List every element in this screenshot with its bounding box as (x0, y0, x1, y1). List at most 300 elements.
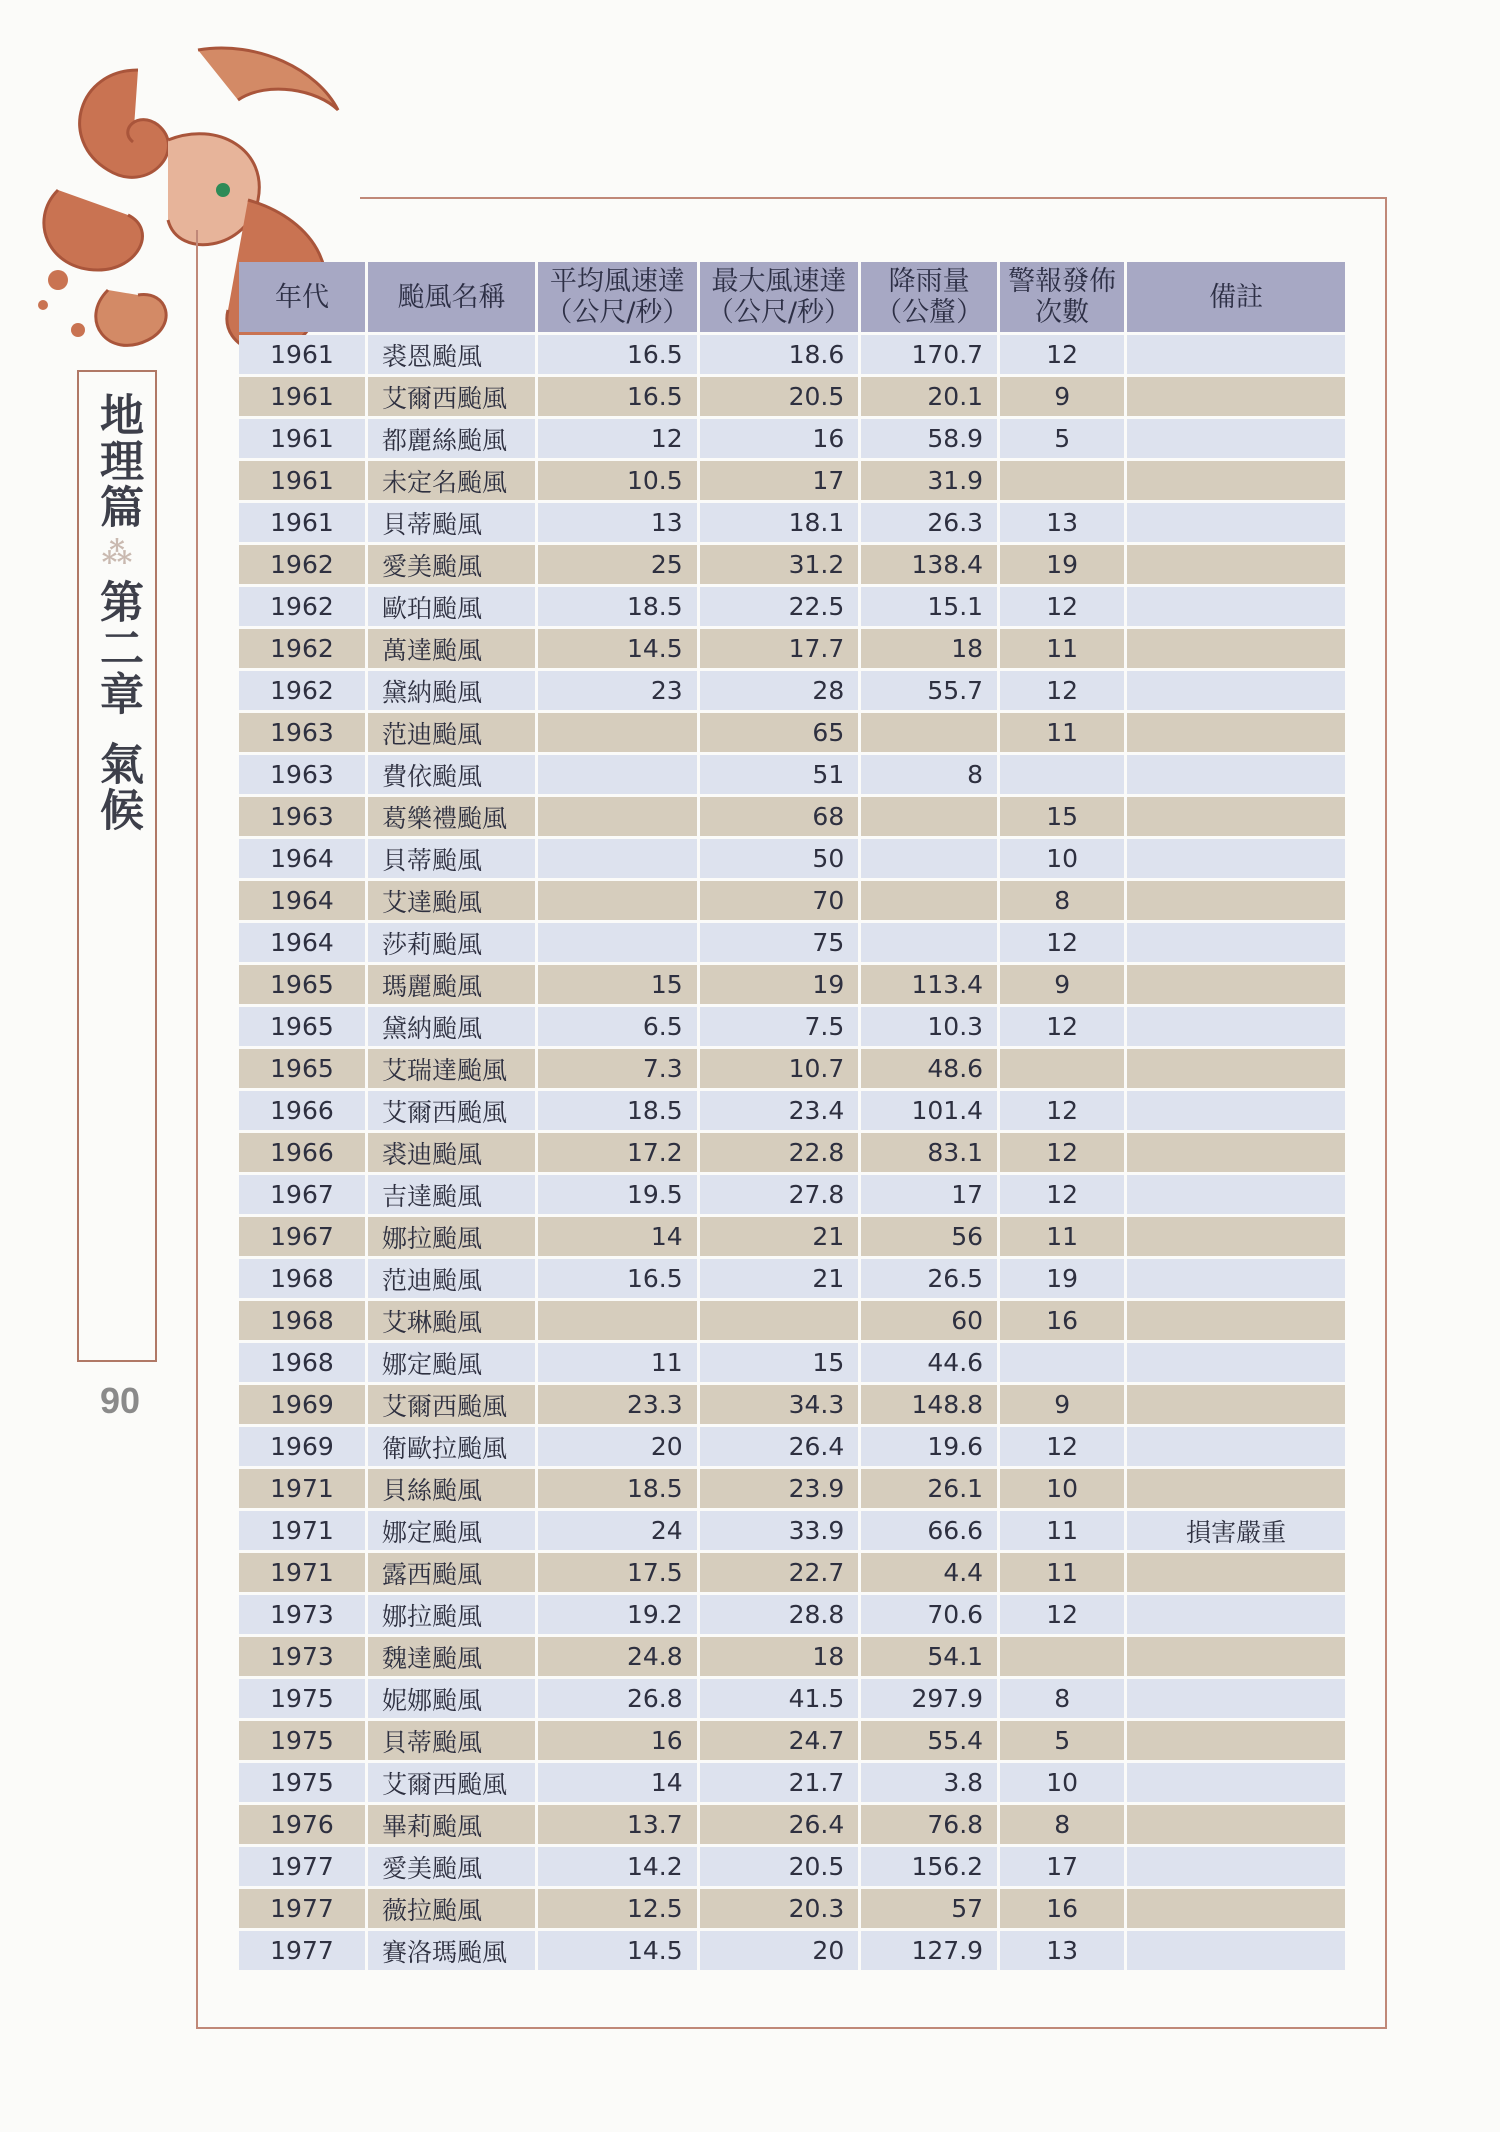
cell-max-wind: 10.7 (700, 1049, 859, 1088)
cell-rain: 76.8 (861, 1805, 997, 1844)
cell-warnings: 5 (1000, 419, 1124, 458)
cell-rain: 113.4 (861, 965, 997, 1004)
cell-warnings: 8 (1000, 881, 1124, 920)
cell-warnings: 19 (1000, 1259, 1124, 1298)
cell-max-wind (700, 1301, 859, 1340)
cell-rain: 44.6 (861, 1343, 997, 1382)
cell-year: 1976 (239, 1805, 365, 1844)
cell-rain: 148.8 (861, 1385, 997, 1424)
cell-remarks (1127, 1091, 1345, 1130)
cell-avg-wind: 12 (538, 419, 697, 458)
cell-name: 娜定颱風 (368, 1343, 535, 1382)
heading-char: 篇 (92, 484, 143, 530)
cell-max-wind: 75 (700, 923, 859, 962)
cell-remarks (1127, 923, 1345, 962)
table-row (239, 1175, 1345, 1214)
cell-warnings: 9 (1000, 1385, 1124, 1424)
cell-avg-wind (538, 923, 697, 962)
cell-avg-wind: 12.5 (538, 1889, 697, 1928)
cell-name: 葛樂禮颱風 (368, 797, 535, 836)
cell-year: 1965 (239, 1007, 365, 1046)
cell-year: 1962 (239, 671, 365, 710)
cell-max-wind: 26.4 (700, 1427, 859, 1466)
cell-warnings: 16 (1000, 1301, 1124, 1340)
cell-remarks (1127, 797, 1345, 836)
cell-max-wind: 50 (700, 839, 859, 878)
cell-warnings: 10 (1000, 1763, 1124, 1802)
cell-rain: 54.1 (861, 1637, 997, 1676)
cell-remarks (1127, 335, 1345, 374)
cell-rain: 156.2 (861, 1847, 997, 1886)
cell-rain: 26.3 (861, 503, 997, 542)
cell-name: 裘恩颱風 (368, 335, 535, 374)
heading-char: 氣 (92, 741, 143, 787)
cell-rain (861, 839, 997, 878)
cell-remarks (1127, 713, 1345, 752)
cell-remarks (1127, 629, 1345, 668)
page-number: 90 (99, 1380, 141, 1421)
cell-warnings (1000, 1637, 1124, 1676)
cell-avg-wind: 7.3 (538, 1049, 697, 1088)
cell-year: 1973 (239, 1595, 365, 1634)
table-row (239, 1091, 1345, 1130)
cell-rain: 8 (861, 755, 997, 794)
cell-warnings: 8 (1000, 1679, 1124, 1718)
cell-avg-wind (538, 713, 697, 752)
cell-warnings: 12 (1000, 1595, 1124, 1634)
cell-rain: 19.6 (861, 1427, 997, 1466)
cell-year: 1968 (239, 1259, 365, 1298)
cell-avg-wind (538, 1301, 697, 1340)
cell-rain: 56 (861, 1217, 997, 1256)
cell-max-wind: 17 (700, 461, 859, 500)
cell-name: 畢莉颱風 (368, 1805, 535, 1844)
cell-name: 露西颱風 (368, 1553, 535, 1592)
cell-name: 艾爾西颱風 (368, 377, 535, 416)
table-row (239, 671, 1345, 710)
cell-warnings: 12 (1000, 1133, 1124, 1172)
cell-warnings: 9 (1000, 377, 1124, 416)
table-row (239, 629, 1345, 668)
cell-rain: 15.1 (861, 587, 997, 626)
frame-top-line (360, 197, 1386, 199)
table-row (239, 1427, 1345, 1466)
cell-remarks (1127, 377, 1345, 416)
cell-name: 娜拉颱風 (368, 1217, 535, 1256)
cell-max-wind: 27.8 (700, 1175, 859, 1214)
cell-rain: 55.4 (861, 1721, 997, 1760)
cell-name: 魏達颱風 (368, 1637, 535, 1676)
cell-max-wind: 16 (700, 419, 859, 458)
cell-rain: 17 (861, 1175, 997, 1214)
cell-rain: 20.1 (861, 377, 997, 416)
cell-year: 1961 (239, 461, 365, 500)
heading-char: 二 (92, 625, 143, 671)
cell-rain: 70.6 (861, 1595, 997, 1634)
table-row (239, 1679, 1345, 1718)
cell-max-wind: 20 (700, 1931, 859, 1970)
cell-avg-wind: 25 (538, 545, 697, 584)
table-row (239, 839, 1345, 878)
cell-remarks (1127, 881, 1345, 920)
cell-remarks (1127, 419, 1345, 458)
cell-max-wind: 28 (700, 671, 859, 710)
typhoon-table (236, 259, 1348, 1973)
cell-rain: 60 (861, 1301, 997, 1340)
cell-avg-wind: 14.5 (538, 1931, 697, 1970)
cell-remarks (1127, 1007, 1345, 1046)
cell-remarks (1127, 503, 1345, 542)
cell-name: 歐珀颱風 (368, 587, 535, 626)
table-row (239, 503, 1345, 542)
table-row (239, 1595, 1345, 1634)
cell-avg-wind (538, 755, 697, 794)
cell-year: 1968 (239, 1301, 365, 1340)
cell-name: 貝蒂颱風 (368, 839, 535, 878)
cell-remarks (1127, 1343, 1345, 1382)
cell-warnings: 11 (1000, 1511, 1124, 1550)
header-line: （公尺/秒） (545, 297, 690, 328)
header-name: 颱風名稱 (368, 262, 535, 332)
cell-name: 黛納颱風 (368, 1007, 535, 1046)
table-row (239, 1133, 1345, 1172)
cell-year: 1961 (239, 377, 365, 416)
cell-max-wind: 65 (700, 713, 859, 752)
cell-warnings: 12 (1000, 923, 1124, 962)
header-year: 年代 (239, 262, 365, 332)
cell-name: 莎莉颱風 (368, 923, 535, 962)
cell-avg-wind: 18.5 (538, 1469, 697, 1508)
cell-name: 范迪颱風 (368, 1259, 535, 1298)
cell-avg-wind: 14.5 (538, 629, 697, 668)
cell-warnings: 12 (1000, 1091, 1124, 1130)
heading-char: 候 (92, 787, 143, 833)
cell-warnings: 12 (1000, 1007, 1124, 1046)
cell-max-wind: 17.7 (700, 629, 859, 668)
cell-name: 娜拉颱風 (368, 1595, 535, 1634)
header-rain (861, 262, 997, 332)
cell-year: 1968 (239, 1343, 365, 1382)
cell-avg-wind: 19.5 (538, 1175, 697, 1214)
cell-avg-wind: 16.5 (538, 335, 697, 374)
cell-warnings: 8 (1000, 1805, 1124, 1844)
cell-year: 1963 (239, 797, 365, 836)
cell-avg-wind: 13 (538, 503, 697, 542)
cell-max-wind: 28.8 (700, 1595, 859, 1634)
cell-year: 1967 (239, 1175, 365, 1214)
cell-rain: 101.4 (861, 1091, 997, 1130)
cell-year: 1969 (239, 1427, 365, 1466)
cell-remarks (1127, 545, 1345, 584)
cell-warnings (1000, 1049, 1124, 1088)
cell-name: 艾爾西颱風 (368, 1091, 535, 1130)
cell-rain: 31.9 (861, 461, 997, 500)
cell-avg-wind: 15 (538, 965, 697, 1004)
table-row (239, 1301, 1345, 1340)
cell-rain: 83.1 (861, 1133, 997, 1172)
cell-avg-wind: 18.5 (538, 587, 697, 626)
table-row (239, 1553, 1345, 1592)
header-remarks: 備註 (1127, 262, 1345, 332)
cell-avg-wind: 26.8 (538, 1679, 697, 1718)
cell-year: 1971 (239, 1469, 365, 1508)
cell-rain: 10.3 (861, 1007, 997, 1046)
header-line: 降雨量 (888, 266, 970, 297)
cell-max-wind: 33.9 (700, 1511, 859, 1550)
cell-warnings: 11 (1000, 713, 1124, 752)
cell-remarks (1127, 671, 1345, 710)
cell-year: 1963 (239, 755, 365, 794)
cell-year: 1975 (239, 1679, 365, 1718)
table-row (239, 1847, 1345, 1886)
cell-max-wind: 24.7 (700, 1721, 859, 1760)
cell-remarks (1127, 1931, 1345, 1970)
header-line: 警報發佈 (1008, 266, 1117, 297)
cell-remarks (1127, 1847, 1345, 1886)
table-row (239, 1721, 1345, 1760)
header-line: （公尺/秒） (706, 297, 851, 328)
separator-icon: ⁂ (99, 536, 135, 573)
cell-name: 費依颱風 (368, 755, 535, 794)
header-line: （公釐） (875, 297, 984, 328)
cell-rain: 26.5 (861, 1259, 997, 1298)
cell-year: 1971 (239, 1511, 365, 1550)
table-row (239, 1511, 1345, 1550)
table-row (239, 587, 1345, 626)
cell-warnings: 9 (1000, 965, 1124, 1004)
header-line: 平均風速達 (549, 266, 685, 297)
cell-avg-wind: 6.5 (538, 1007, 697, 1046)
cell-year: 1962 (239, 587, 365, 626)
cell-year: 1962 (239, 545, 365, 584)
cell-year: 1964 (239, 881, 365, 920)
cell-rain: 18 (861, 629, 997, 668)
cell-name: 娜定颱風 (368, 1511, 535, 1550)
cell-max-wind: 21 (700, 1217, 859, 1256)
cell-warnings: 5 (1000, 1721, 1124, 1760)
cell-max-wind: 31.2 (700, 545, 859, 584)
cell-rain: 55.7 (861, 671, 997, 710)
table-row (239, 713, 1345, 752)
cell-warnings: 17 (1000, 1847, 1124, 1886)
cell-avg-wind: 18.5 (538, 1091, 697, 1130)
cell-max-wind: 21 (700, 1259, 859, 1298)
cell-warnings: 12 (1000, 671, 1124, 710)
cell-remarks (1127, 1217, 1345, 1256)
cell-warnings: 13 (1000, 1931, 1124, 1970)
table-row (239, 1385, 1345, 1424)
cell-name: 未定名颱風 (368, 461, 535, 500)
cell-max-wind: 26.4 (700, 1805, 859, 1844)
cell-year: 1964 (239, 839, 365, 878)
table-row (239, 1763, 1345, 1802)
cell-name: 吉達颱風 (368, 1175, 535, 1214)
cell-name: 黛納颱風 (368, 671, 535, 710)
cell-year: 1963 (239, 713, 365, 752)
header-avg-wind (538, 262, 697, 332)
cell-name: 艾達颱風 (368, 881, 535, 920)
cell-max-wind: 20.5 (700, 1847, 859, 1886)
cell-warnings (1000, 1343, 1124, 1382)
header-max-wind (700, 262, 859, 332)
table-row (239, 335, 1345, 374)
cell-avg-wind: 23 (538, 671, 697, 710)
cell-name: 貝蒂颱風 (368, 1721, 535, 1760)
cell-max-wind: 34.3 (700, 1385, 859, 1424)
cell-remarks (1127, 965, 1345, 1004)
frame-bottom-line (196, 2027, 1387, 2029)
table-row (239, 1637, 1345, 1676)
cell-avg-wind: 24.8 (538, 1637, 697, 1676)
cell-remarks: 損害嚴重 (1127, 1511, 1345, 1550)
heading-char: 地 (92, 392, 143, 438)
cell-rain: 58.9 (861, 419, 997, 458)
cell-year: 1975 (239, 1763, 365, 1802)
table-row (239, 1469, 1345, 1508)
table-row (239, 1931, 1345, 1970)
table-row (239, 755, 1345, 794)
cell-name: 愛美颱風 (368, 545, 535, 584)
header-warnings (1000, 262, 1124, 332)
cell-year: 1971 (239, 1553, 365, 1592)
cell-avg-wind (538, 797, 697, 836)
cell-remarks (1127, 1553, 1345, 1592)
cell-remarks (1127, 1805, 1345, 1844)
cell-avg-wind: 14 (538, 1763, 697, 1802)
cell-max-wind: 22.8 (700, 1133, 859, 1172)
cell-avg-wind: 10.5 (538, 461, 697, 500)
cell-avg-wind: 14.2 (538, 1847, 697, 1886)
cell-remarks (1127, 1133, 1345, 1172)
header-line: 最大風速達 (711, 266, 847, 297)
cell-max-wind: 18 (700, 1637, 859, 1676)
table-row (239, 923, 1345, 962)
cell-name: 瑪麗颱風 (368, 965, 535, 1004)
table-row (239, 881, 1345, 920)
table-row (239, 965, 1345, 1004)
cell-warnings: 16 (1000, 1889, 1124, 1928)
table-row (239, 1217, 1345, 1256)
cell-rain: 57 (861, 1889, 997, 1928)
cell-year: 1973 (239, 1637, 365, 1676)
cell-rain: 26.1 (861, 1469, 997, 1508)
cell-year: 1977 (239, 1889, 365, 1928)
cell-remarks (1127, 587, 1345, 626)
cell-year: 1961 (239, 335, 365, 374)
cell-warnings: 12 (1000, 1175, 1124, 1214)
chapter-heading (79, 392, 155, 833)
cell-max-wind: 41.5 (700, 1679, 859, 1718)
cell-warnings: 11 (1000, 1217, 1124, 1256)
cell-remarks (1127, 1889, 1345, 1928)
cell-rain: 4.4 (861, 1553, 997, 1592)
cell-warnings: 10 (1000, 1469, 1124, 1508)
cell-warnings: 11 (1000, 629, 1124, 668)
cell-max-wind: 18.6 (700, 335, 859, 374)
cell-remarks (1127, 1763, 1345, 1802)
cell-remarks (1127, 839, 1345, 878)
cell-year: 1965 (239, 1049, 365, 1088)
cell-max-wind: 23.9 (700, 1469, 859, 1508)
table-row (239, 797, 1345, 836)
cell-name: 貝絲颱風 (368, 1469, 535, 1508)
cell-rain: 66.6 (861, 1511, 997, 1550)
table-row (239, 461, 1345, 500)
table-row (239, 1805, 1345, 1844)
cell-max-wind: 7.5 (700, 1007, 859, 1046)
cell-warnings: 19 (1000, 545, 1124, 584)
cell-name: 范迪颱風 (368, 713, 535, 752)
cell-avg-wind: 11 (538, 1343, 697, 1382)
cell-remarks (1127, 1049, 1345, 1088)
cell-rain: 138.4 (861, 545, 997, 584)
table-row (239, 1049, 1345, 1088)
cell-name: 艾瑞達颱風 (368, 1049, 535, 1088)
cell-max-wind: 22.7 (700, 1553, 859, 1592)
cell-avg-wind: 16.5 (538, 1259, 697, 1298)
cell-year: 1977 (239, 1931, 365, 1970)
cell-remarks (1127, 1385, 1345, 1424)
cell-max-wind: 20.5 (700, 377, 859, 416)
cell-name: 艾爾西颱風 (368, 1385, 535, 1424)
cell-name: 妮娜颱風 (368, 1679, 535, 1718)
cell-avg-wind (538, 881, 697, 920)
cell-year: 1962 (239, 629, 365, 668)
cell-name: 薇拉颱風 (368, 1889, 535, 1928)
cell-name: 都麗絲颱風 (368, 419, 535, 458)
cell-avg-wind: 14 (538, 1217, 697, 1256)
table-row (239, 1343, 1345, 1382)
heading-char: 第 (92, 579, 143, 625)
heading-char: 章 (92, 671, 143, 717)
chapter-sidebar (77, 370, 157, 1362)
cell-rain: 127.9 (861, 1931, 997, 1970)
cell-avg-wind: 23.3 (538, 1385, 697, 1424)
cell-remarks (1127, 461, 1345, 500)
cell-avg-wind: 19.2 (538, 1595, 697, 1634)
cell-avg-wind: 24 (538, 1511, 697, 1550)
header-line: 次數 (1035, 297, 1090, 328)
cell-year: 1969 (239, 1385, 365, 1424)
cell-rain: 48.6 (861, 1049, 997, 1088)
table-row (239, 419, 1345, 458)
cell-max-wind: 68 (700, 797, 859, 836)
cell-warnings: 10 (1000, 839, 1124, 878)
cell-avg-wind: 16.5 (538, 377, 697, 416)
cell-max-wind: 18.1 (700, 503, 859, 542)
cell-avg-wind: 16 (538, 1721, 697, 1760)
cell-avg-wind: 13.7 (538, 1805, 697, 1844)
cell-remarks (1127, 1679, 1345, 1718)
cell-remarks (1127, 1175, 1345, 1214)
cell-rain (861, 797, 997, 836)
cell-name: 賽洛瑪颱風 (368, 1931, 535, 1970)
cell-warnings: 12 (1000, 1427, 1124, 1466)
cell-warnings: 15 (1000, 797, 1124, 836)
cell-max-wind: 21.7 (700, 1763, 859, 1802)
cell-warnings (1000, 461, 1124, 500)
cell-warnings: 12 (1000, 335, 1124, 374)
cell-rain: 3.8 (861, 1763, 997, 1802)
cell-max-wind: 51 (700, 755, 859, 794)
cell-rain: 170.7 (861, 335, 997, 374)
cell-rain: 297.9 (861, 1679, 997, 1718)
cell-year: 1966 (239, 1091, 365, 1130)
cell-name: 艾琳颱風 (368, 1301, 535, 1340)
cell-year: 1964 (239, 923, 365, 962)
cell-year: 1961 (239, 503, 365, 542)
cell-warnings (1000, 755, 1124, 794)
